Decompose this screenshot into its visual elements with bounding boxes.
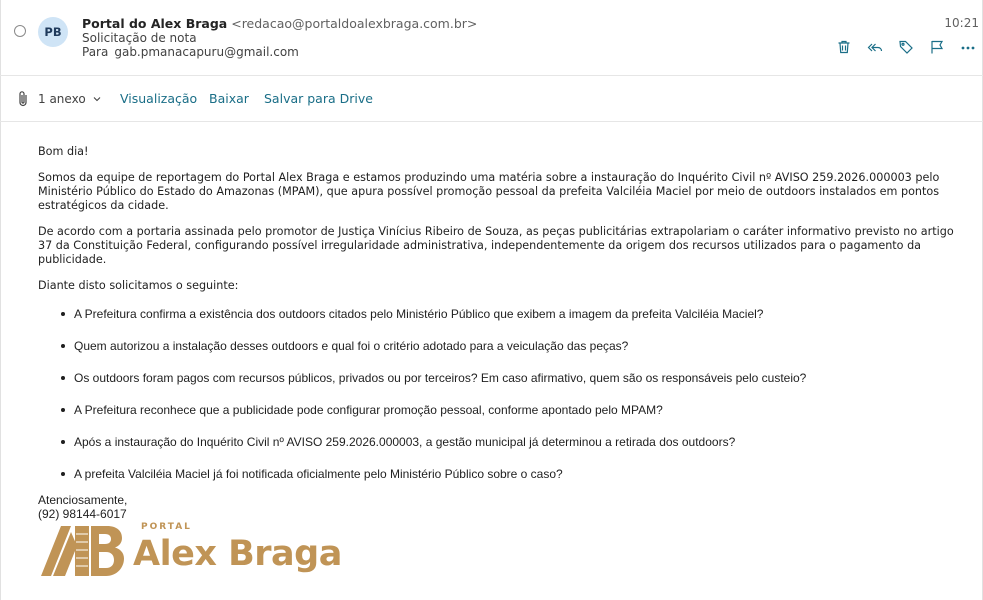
flag-button[interactable] [921, 36, 952, 58]
avatar[interactable] [38, 17, 68, 47]
flag-icon [929, 39, 945, 55]
paragraph: De acordo com a portaria assinada pelo promotor de Justiça Vinícius Ribeiro de Souza, as peças publicitárias extrapolariam o caráter informativo previsto no artigo 37 da Constituição Federal, configurando possível irregularidade administrativa, independentemente da origem dos recursos utilizados para o pagamento da publicidade. [38, 225, 954, 266]
sender-line [82, 16, 477, 31]
reply-all-icon [867, 39, 883, 55]
sender-email[interactable]: <redacao@portaldoalexbraga.com.br> [231, 16, 478, 31]
more-icon [960, 39, 976, 55]
tag-icon [898, 39, 914, 55]
logo-mark-icon [41, 520, 125, 578]
delete-button[interactable] [828, 36, 859, 58]
paperclip-icon [17, 90, 29, 107]
attachment-count-dropdown[interactable] [38, 92, 102, 106]
questions-list [38, 307, 958, 481]
preview-link[interactable]: Visualização [120, 91, 198, 106]
more-actions-button[interactable] [952, 36, 983, 58]
message-subject: Solicitação de nota [82, 31, 197, 45]
message-time: 10:21 [944, 16, 979, 30]
list-item: A prefeita Valciléia Maciel já foi notificada oficialmente pelo Ministério Público sobre o caso? [38, 467, 958, 481]
recipient-address[interactable]: gab.pmanacapuru@gmail.com [114, 45, 299, 59]
list-item: Após a instauração do Inquérito Civil nº AVISO 259.2026.000003, a gestão municipal já determinou a retirada dos outdoors? [38, 435, 958, 449]
download-link[interactable]: Baixar [209, 91, 249, 106]
avatar-initials: PB [44, 25, 62, 39]
signature [38, 493, 127, 521]
list-item: A Prefeitura reconhece que a publicidade pode configurar promoção pessoal, conforme apontado pelo MPAM? [38, 403, 958, 417]
trash-icon [836, 39, 852, 55]
message-body [38, 145, 958, 499]
request-intro: Diante disto solicitamos o seguinte: [38, 279, 239, 292]
list-item: Quem autorizou a instalação desses outdoors e qual foi o critério adotado para a veiculação das peças? [38, 339, 958, 353]
attachment-count-label: 1 anexo [38, 92, 86, 106]
categorize-button[interactable] [890, 36, 921, 58]
portal-logo [41, 520, 361, 580]
recipient-line [82, 45, 299, 59]
signoff: Atenciosamente, [38, 493, 128, 507]
paragraph: Somos da equipe de reportagem do Portal Alex Braga e estamos produzindo uma matéria sobre a instauração do Inquérito Civil nº AVISO 259.2026.000003 pelo Ministério Público do Estado do Amazonas (MPAM), que apura possível promoção pessoal da prefeita Valciléia Maciel por meio de outdoors instalados em pontos estratégicos da cidade. [38, 171, 940, 212]
save-to-drive-link[interactable]: Salvar para Drive [264, 91, 373, 106]
logo-small-text: PORTAL [141, 522, 192, 532]
phone-number: (92) 98144-6017 [38, 507, 127, 521]
to-label: Para [82, 45, 109, 59]
reply-all-button[interactable] [859, 36, 890, 58]
greeting: Bom dia! [38, 145, 89, 158]
list-item: Os outdoors foram pagos com recursos públicos, privados ou por terceiros? Em caso afirmativo, quem são os responsáveis pelo custeio? [38, 371, 958, 385]
chevron-down-icon [92, 94, 102, 104]
select-message-radio[interactable] [14, 25, 26, 37]
sender-name[interactable]: Portal do Alex Braga [82, 16, 228, 31]
list-item: A Prefeitura confirma a existência dos outdoors citados pelo Ministério Público que exibem a imagem da prefeita Valciléia Maciel? [38, 307, 958, 321]
message-actions-toolbar [828, 36, 983, 58]
logo-big-text: Alex Braga [133, 534, 342, 574]
